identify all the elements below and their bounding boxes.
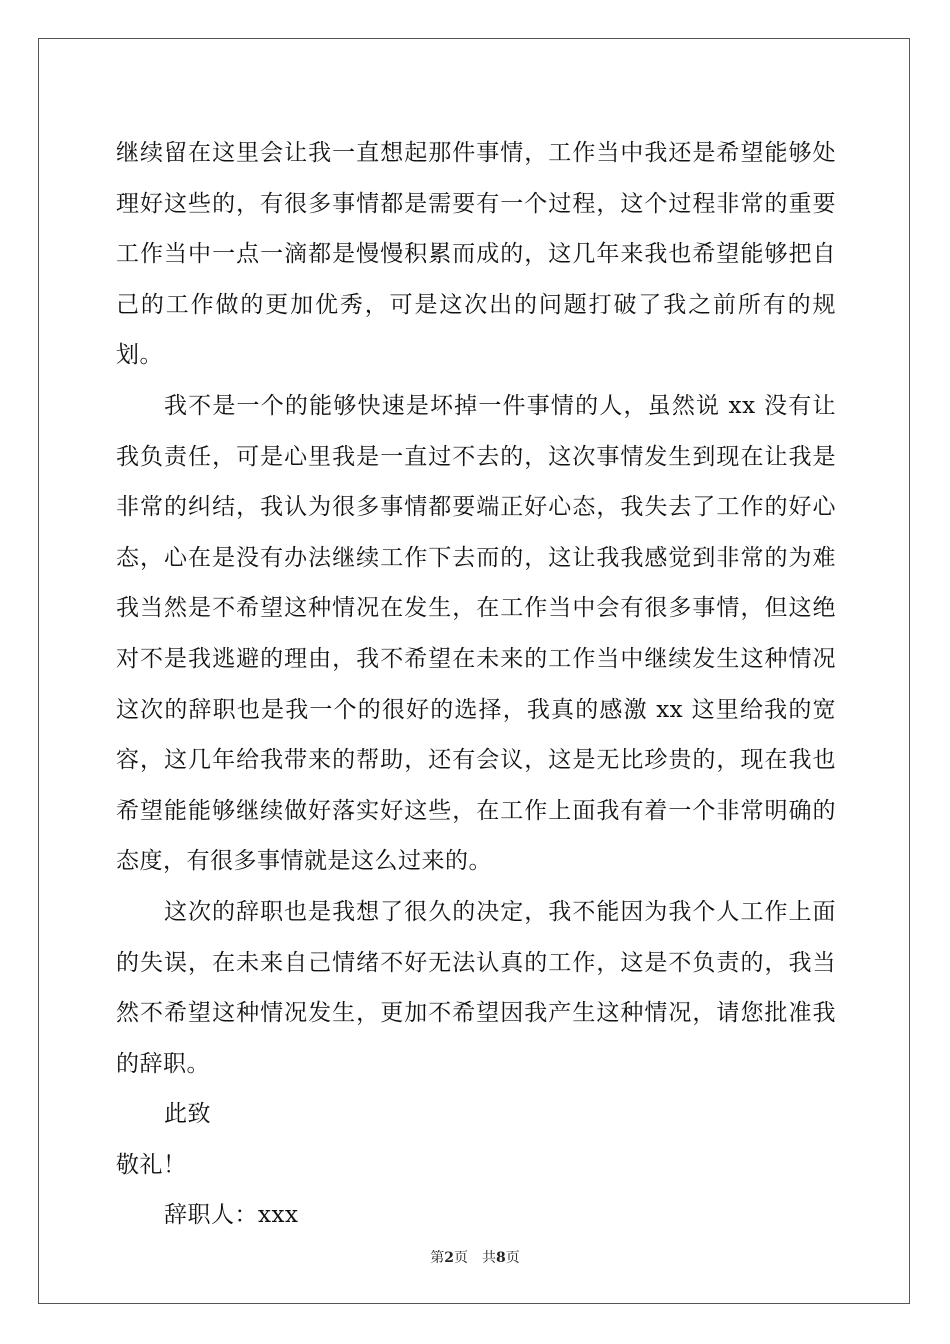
total-suffix: 页 [505,1250,520,1266]
signature-line: 辞职人：xxx [164,1202,299,1229]
paragraph-decision: 这次的辞职也是我想了很久的决定，我不能因为我个人工作上面的失误，在未来自己情绪不好无法认真的工作，这是不负责的，我当然不希望这种情况发生，更加不希望因我产生这种情况，请您批准我的辞职。 [116,898,836,1077]
page-suffix: 页 [454,1250,468,1266]
paragraph-continued: 继续留在这里会让我一直想起那件事情，工作当中我还是希望能够处理好这些的，有很多事情都是需要有一个过程，这个过程非常的重要工作当中一点一滴都是慢慢积累而成的，这几年来我也希望能够把自己的工作做的更加优秀，可是这次出的问题打破了我之前所有的规划。 [116,140,836,369]
page-footer [0,1247,950,1267]
letter-body [116,128,836,1241]
closing-salutation: 此致 [164,1101,211,1128]
total-prefix: 共 [482,1250,496,1266]
current-page-number: 2 [444,1250,454,1266]
total-page-number: 8 [496,1250,506,1266]
page-prefix: 第 [430,1250,445,1266]
closing-regards: 敬礼！ [116,1151,187,1178]
paragraph-reason: 我不是一个的能够快速是坏掉一件事情的人，虽然说 xx 没有让我负责任，可是心里我是一直过不去的，这次事情发生到现在让我是非常的纠结，我认为很多事情都要端正好心态，我失去了工作的好心态，心在是没有办法继续工作下去而的，这让我我感觉到非常的为难我当然是不希望这种情况在发生，在工作当中会有很多事情，但这绝对不是我逃避的理由，我不希望在未来的工作当中继续发生这种情况这次的辞职也是我一个的很好的选择，我真的感激 xx 这里给我的宽容，这几年给我带来的帮助，还有会议，这是无比珍贵的，现在我也希望能能够继续做好落实好这些，在工作上面我有着一个非常明确的态度，有很多事情就是这么过来的。 [116,392,836,875]
